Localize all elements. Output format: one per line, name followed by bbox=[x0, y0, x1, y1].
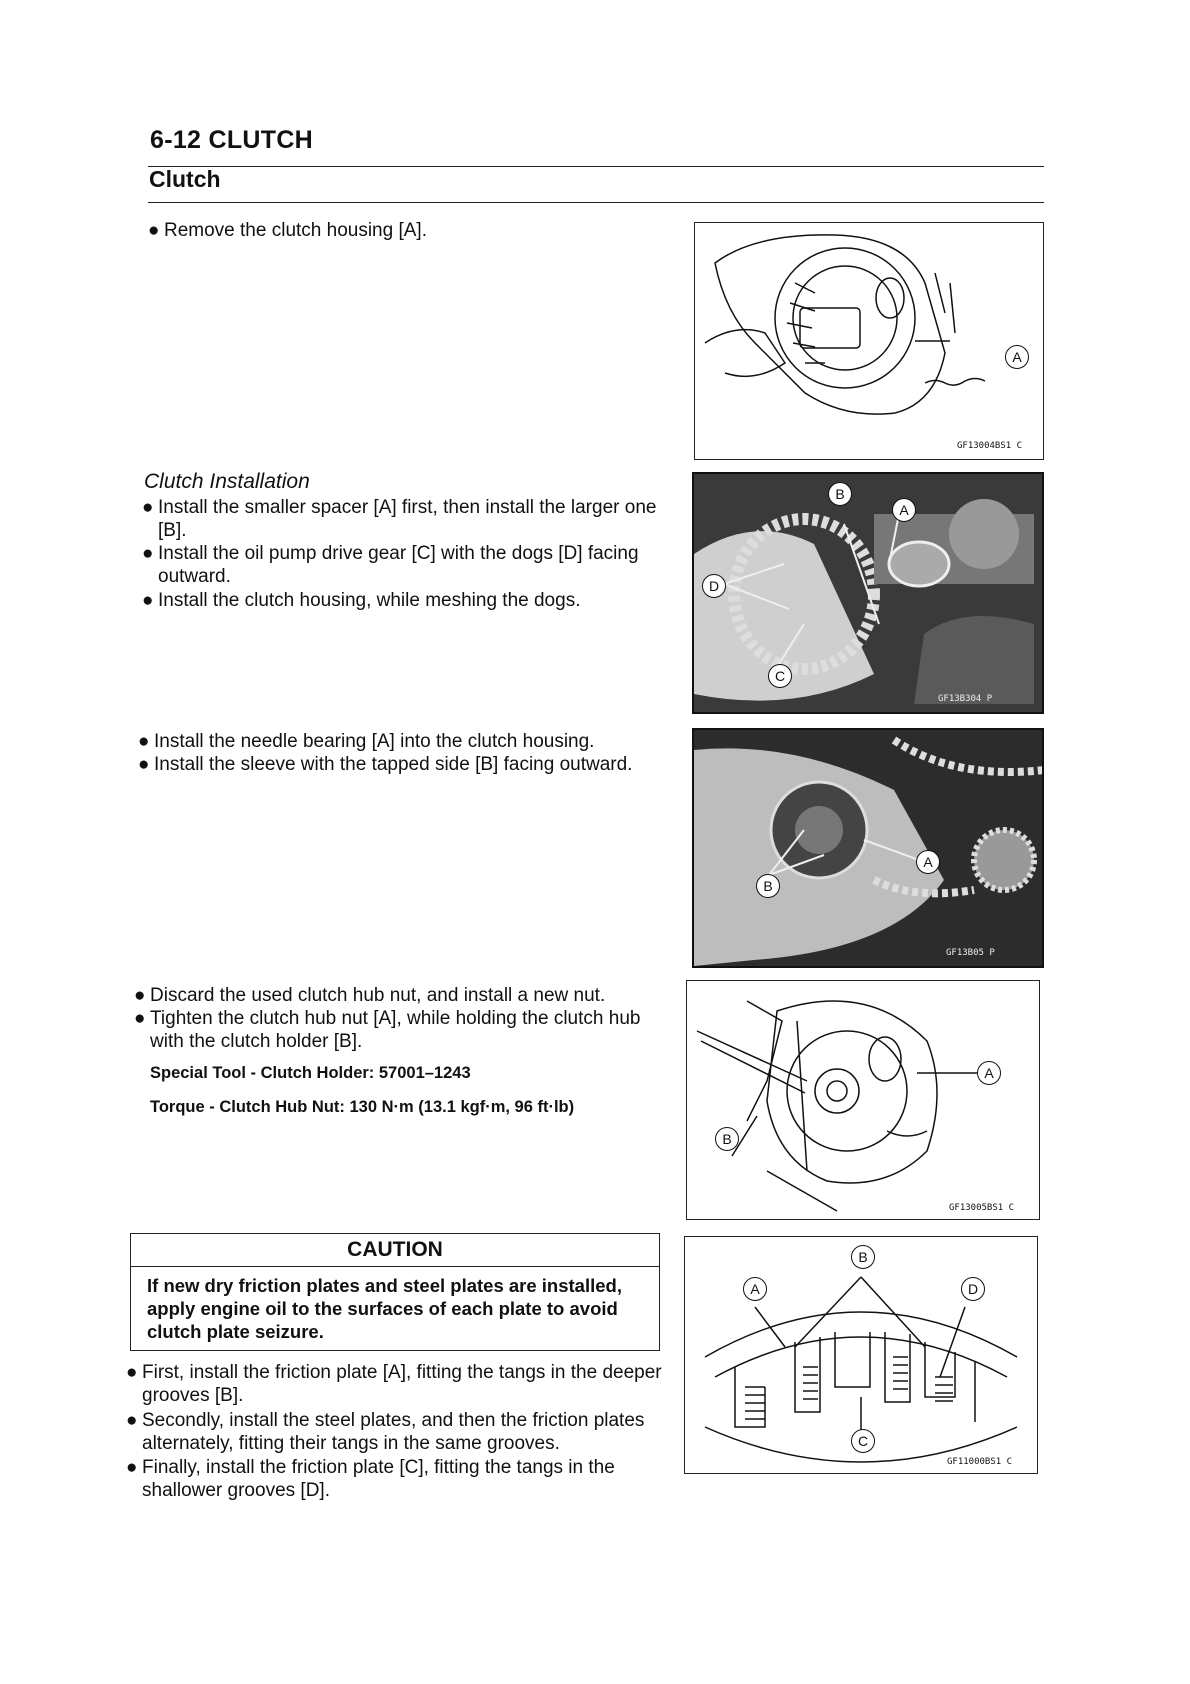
bullet-icon: ● bbox=[138, 754, 150, 775]
caution-title: CAUTION bbox=[131, 1234, 659, 1267]
callout-a: A bbox=[916, 850, 940, 874]
list-item: ● Install the sleeve with the tapped side [B] facing outward. bbox=[138, 754, 633, 775]
caution-box bbox=[130, 1233, 660, 1351]
bullet-icon: ● bbox=[142, 590, 154, 611]
figure-id: GF13005BS1 C bbox=[949, 1203, 1015, 1213]
callout-a: A bbox=[743, 1277, 767, 1301]
bullet-icon: ● bbox=[126, 1362, 138, 1383]
list-item: ● Install the clutch housing, while meshing the dogs. bbox=[142, 590, 581, 611]
subsection-heading: Clutch Installation bbox=[144, 470, 310, 493]
callout-b: B bbox=[715, 1127, 739, 1151]
list-item: ● Discard the used clutch hub nut, and install a new nut. bbox=[134, 985, 606, 1006]
list-item: ● Remove the clutch housing [A]. bbox=[148, 220, 427, 241]
bullet-icon: ● bbox=[142, 497, 154, 518]
list-item: ● Install the needle bearing [A] into the clutch housing. bbox=[138, 731, 595, 752]
callout-d: D bbox=[961, 1277, 985, 1301]
callout-c: C bbox=[768, 664, 792, 688]
clutch-holder-drawing bbox=[687, 981, 1039, 1219]
special-tool: Special Tool - Clutch Holder: 57001–1243 bbox=[150, 1064, 471, 1082]
figure-id: GF13B304 P bbox=[938, 694, 993, 704]
callout-a: A bbox=[892, 498, 916, 522]
figure-oil-pump-gear-photo bbox=[692, 472, 1044, 714]
callout-b: B bbox=[828, 482, 852, 506]
page-title: 6-12 CLUTCH bbox=[150, 126, 314, 154]
needle-bearing-photo bbox=[694, 730, 1042, 966]
figure-id: GF11000BS1 C bbox=[947, 1457, 1013, 1467]
bullet-icon: ● bbox=[148, 220, 160, 241]
clutch-housing-drawing bbox=[695, 223, 1043, 459]
bullet-icon: ● bbox=[134, 985, 146, 1006]
callout-a: A bbox=[977, 1061, 1001, 1085]
bullet-icon: ● bbox=[126, 1410, 138, 1431]
callout-b: B bbox=[851, 1245, 875, 1269]
bullet-icon: ● bbox=[134, 1008, 146, 1029]
section-rule bbox=[148, 202, 1044, 203]
caution-body: If new dry friction plates and steel plates are installed, apply engine oil to the surfaces of each plate to avoid clutch plate seizure. bbox=[147, 1275, 622, 1342]
bullet-icon: ● bbox=[126, 1457, 138, 1478]
figure-id: GF13004BS1 C bbox=[957, 441, 1023, 451]
figure-id: GF13B05 P bbox=[946, 948, 995, 958]
list-item: ● Install the smaller spacer [A] first, then install the larger one [B]. bbox=[142, 497, 657, 541]
callout-c: C bbox=[851, 1429, 875, 1453]
figure-clutch-housing-removal bbox=[694, 222, 1044, 460]
bullet-icon: ● bbox=[138, 731, 150, 752]
callout-b: B bbox=[756, 874, 780, 898]
figure-clutch-holder bbox=[686, 980, 1040, 1220]
list-item: ● First, install the friction plate [A], fitting the tangs in the deeper grooves [B]. bbox=[126, 1362, 662, 1406]
list-item: ● Install the oil pump drive gear [C] with the dogs [D] facing outward. bbox=[142, 543, 639, 587]
bullet-icon: ● bbox=[142, 543, 154, 564]
callout-d: D bbox=[702, 574, 726, 598]
list-item: ● Secondly, install the steel plates, and then the friction plates alternately, fitting their tangs in the same grooves. bbox=[126, 1410, 645, 1454]
figure-needle-bearing-photo bbox=[692, 728, 1044, 968]
header-rule bbox=[148, 166, 1044, 167]
torque-spec: Torque - Clutch Hub Nut: 130 N·m (13.1 kgf·m, 96 ft·lb) bbox=[150, 1098, 575, 1116]
section-title: Clutch bbox=[149, 166, 221, 192]
list-item: ● Tighten the clutch hub nut [A], while holding the clutch hub with the clutch holder [B]. bbox=[134, 1008, 641, 1052]
list-item: ● Finally, install the friction plate [C], fitting the tangs in the shallower grooves [D]. bbox=[126, 1457, 615, 1501]
figure-plate-grooves bbox=[684, 1236, 1038, 1474]
callout-a: A bbox=[1005, 345, 1029, 369]
oil-pump-gear-photo bbox=[694, 474, 1042, 712]
